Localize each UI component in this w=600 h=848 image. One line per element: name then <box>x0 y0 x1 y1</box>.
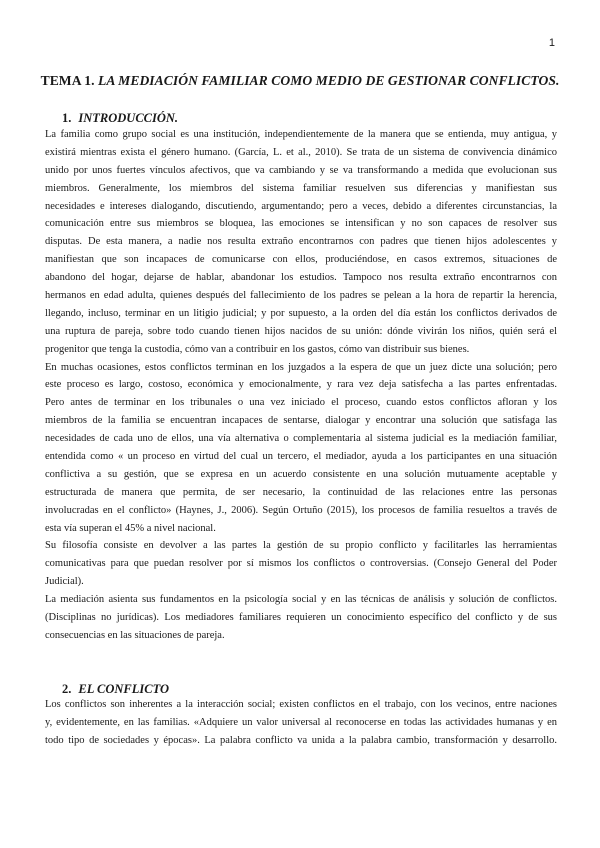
text-line: todo tipo de sociedades y épocas». La palabra conflicto va unida a la palabra cambio, transformación y desarrollo. <box>45 734 557 746</box>
paragraph <box>45 126 557 359</box>
text-line: Su filosofía consiste en devolver a las partes la gestión de su propio conflicto y facilitarles las herramientas <box>45 540 557 552</box>
page-number: 1 <box>548 37 555 49</box>
paragraph <box>45 537 557 591</box>
text-line: conflictiva a su gestión, que se expresa en un acuerdo consistente en una solución mutuamente aceptable y <box>45 468 557 480</box>
text-line: En muchas ocasiones, estos conflictos terminan en los juzgados a la espera de que un juez dicte una solución; pero <box>45 361 557 373</box>
text-line: La familia como grupo social es una institución, independientemente de la manera que se entienda, muy antigua, y <box>45 129 557 140</box>
text-line: unido por unos fuertes vínculos afectivos, que va cambiando y se va transformando a medida que evolucionan sus <box>45 164 557 176</box>
text-line: Los conflictos son inherentes a la interacción social; existen conflictos en el trabajo, con los vecinos, entre naciones <box>45 699 557 710</box>
text-line: este proceso es largo, costoso, económica y emocionalmente, y rara vez deja satisfecha a las partes enfrentadas. <box>45 379 557 391</box>
text-line: hermanos en edad adulta, quienes después del fallecimiento de los padres se pelean a la hora de repartir la herencia, <box>45 290 557 302</box>
section-heading-conflicto <box>62 682 169 697</box>
text-line: necesidades e intereses dialogando, discutiendo, argumentando; pero a veces, debido a diferentes circunstancias, la <box>45 200 557 212</box>
text-line: miembros de la familia se encuentran incapaces de sentarse, dialogar y encontrar una solución que satisfaga las <box>45 415 557 427</box>
text-line: progenitor que tenga la custodia, cómo van a contribuir en los gastos, cómo van distribuir sus bienes. <box>45 343 470 355</box>
text-line: llegando, incluso, terminar en un litigio judicial; y por supuesto, a la orden del día están los conflictos derivados de <box>45 307 557 319</box>
text-line: estructurada de manera que permita, de ser necesario, la continuidad de las relaciones entre las personas <box>45 486 557 498</box>
text-line: comunicación entre sus miembros se bloquea, las emociones se intensifican y no son capaces de resolver sus <box>45 218 557 230</box>
text-line: y, evidentemente, en las familias. «Adquiere un valor universal al reconocerse en todas las actividades humanas y en <box>45 716 557 728</box>
section-body-conflicto <box>45 696 557 750</box>
text-line: necesidades de cada uno de ellos, una vía alternativa o complementaria al sistema judicial es la mediación familiar, <box>45 433 557 445</box>
paragraph <box>45 696 557 750</box>
section-body-introduccion <box>45 126 557 645</box>
text-line: La mediación asienta sus fundamentos en la psicología social y en las técnicas de análisis y solución de conflictos. <box>45 594 557 606</box>
text-line: disputas. De esta manera, a nadie nos resulta extraño encontrarnos con padres que tienen hijos adolescentes y <box>45 236 557 248</box>
text-line: comunicativas para que puedan resolver por sí mismos los conflictos o controversias. (Consejo General del Poder <box>45 558 557 570</box>
text-line: (Disciplinas no jurídicas). Los mediadores familiares requieren un conocimiento específico del conflicto y de sus <box>45 612 557 624</box>
title-text: LA MEDIACIÓN FAMILIAR COMO MEDIO DE GESTIONAR CONFLICTOS. <box>98 73 560 88</box>
text-line: una ruptura de pareja, sobre todo cuando tienen hijos nacidos de su unión: dónde vivirán los niños, quién será el <box>45 325 557 337</box>
section-number: 1. <box>62 111 72 125</box>
text-line: involucradas en el conflicto» (Haynes, J., 2006). Según Ortuño (2015), los procesos de familia resueltos a través de <box>45 504 557 516</box>
text-line: entendida como « un proceso en virtud del cual un tercero, el mediador, ayuda a los participantes en una situación <box>45 451 557 463</box>
text-line: Judicial). <box>45 576 84 588</box>
text-line: Pero antes de terminar en los tribunales o una vez iniciado el proceso, cuando estos conflictos afloran y los <box>45 397 557 409</box>
section-heading-introduccion <box>62 111 178 126</box>
text-line: consecuencias en las situaciones de pareja. <box>45 629 225 641</box>
paragraph <box>45 359 557 538</box>
section-title: INTRODUCCIÓN. <box>78 111 179 125</box>
section-title: EL CONFLICTO <box>78 682 170 696</box>
text-line: manifiestan que son incapaces de comunicarse con ellos, produciéndose, en casos extremos, situaciones de <box>45 254 557 266</box>
text-line: existirá mientras exista el género humano. (García, L. et al., 2010). Se trata de un sistema de convivencia dinámico <box>45 146 557 158</box>
document-title <box>0 73 600 89</box>
title-prefix: TEMA 1. <box>40 73 95 88</box>
paragraph <box>45 591 557 645</box>
text-line: esta vía superan el 45% a nivel nacional. <box>45 522 216 534</box>
section-number: 2. <box>62 682 72 696</box>
text-line: miembros. Generalmente, los miembros del sistema familiar resuelven sus diferencias y manifiestan sus <box>45 182 557 194</box>
text-line: abandono del hogar, dejarse de hablar, abandonar los estudios. Tampoco nos resulta extraño encontrarnos con <box>45 272 557 284</box>
